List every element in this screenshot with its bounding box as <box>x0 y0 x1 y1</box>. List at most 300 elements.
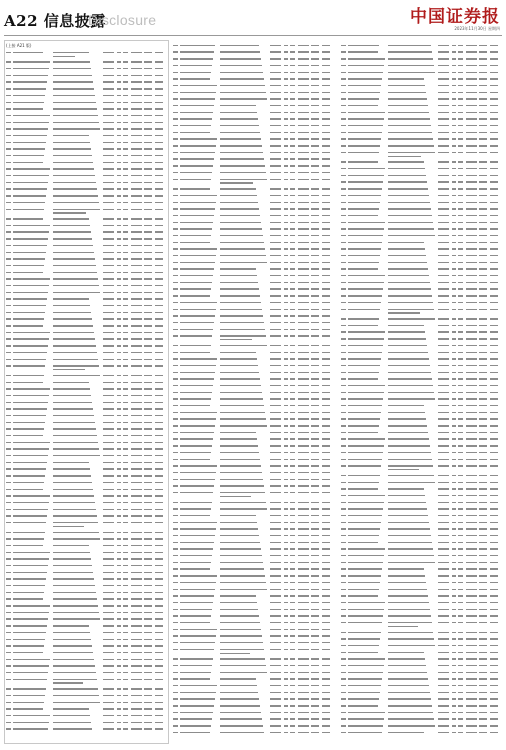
table-cell <box>144 174 155 177</box>
table-cell <box>180 391 220 394</box>
table-cell <box>220 698 270 701</box>
table-cell <box>123 264 131 267</box>
table-row <box>6 494 167 501</box>
table-row <box>6 304 167 311</box>
table-cell <box>123 468 131 471</box>
table-cell <box>341 711 348 714</box>
table-row <box>341 731 503 738</box>
table-cell <box>388 494 438 497</box>
table-cell <box>490 111 500 114</box>
table-row <box>341 568 503 575</box>
table-cell <box>173 411 180 414</box>
table-cell <box>173 404 180 407</box>
table-cell <box>53 521 103 527</box>
table-cell <box>311 568 322 571</box>
table-cell <box>466 678 479 681</box>
table-cell <box>438 678 452 681</box>
table-cell <box>6 537 13 540</box>
table-cell <box>490 144 500 147</box>
table-cell <box>270 431 284 434</box>
table-cell <box>290 418 298 421</box>
table-cell <box>123 584 131 587</box>
table-cell <box>180 98 220 101</box>
table-cell <box>155 387 165 390</box>
table-cell <box>298 444 311 447</box>
table-cell <box>348 294 388 297</box>
page-header <box>0 0 506 40</box>
table-cell <box>458 451 466 454</box>
table-cell <box>13 284 53 287</box>
table-cell <box>298 131 311 134</box>
table-cell <box>123 174 131 177</box>
table-cell <box>144 67 155 70</box>
table-cell <box>479 378 490 381</box>
table-cell <box>155 208 165 211</box>
table-cell <box>173 601 180 604</box>
table-cell <box>53 364 103 370</box>
table-cell <box>298 248 311 251</box>
table-cell <box>322 444 332 447</box>
table-cell <box>466 404 479 407</box>
table-cell <box>6 251 13 254</box>
table-cell <box>173 491 180 494</box>
table-row <box>6 604 167 611</box>
table-cell <box>341 581 348 584</box>
table-cell <box>311 658 322 661</box>
table-cell <box>6 278 13 281</box>
table-cell <box>144 217 155 220</box>
table-cell <box>458 194 466 197</box>
table-cell <box>290 568 298 571</box>
table-cell <box>311 731 322 734</box>
table-column-2 <box>173 44 337 738</box>
table-cell <box>155 374 165 377</box>
table-cell <box>341 194 348 197</box>
table-cell <box>270 711 284 714</box>
table-cell <box>458 474 466 477</box>
table-cell <box>6 271 13 274</box>
table-cell <box>123 141 131 144</box>
table-cell <box>479 294 490 297</box>
table-cell <box>173 384 180 387</box>
table-cell <box>322 391 332 394</box>
table-cell <box>298 201 311 204</box>
table-row <box>341 398 503 405</box>
table-row <box>6 194 167 201</box>
table-cell <box>270 404 284 407</box>
table-cell <box>6 257 13 260</box>
table-cell <box>155 278 165 281</box>
table-cell <box>322 194 332 197</box>
table-cell <box>458 561 466 564</box>
table-cell <box>298 628 311 631</box>
table-cell <box>348 281 388 284</box>
table-row <box>173 684 337 691</box>
table-cell <box>322 641 332 644</box>
table-cell <box>144 441 155 444</box>
table-cell <box>155 244 165 247</box>
table-cell <box>490 581 500 584</box>
table-cell <box>466 84 479 87</box>
table-cell <box>290 458 298 461</box>
table-cell <box>348 438 388 441</box>
table-cell <box>388 451 438 454</box>
table-cell <box>103 387 117 390</box>
table-cell <box>479 444 490 447</box>
table-cell <box>438 77 452 80</box>
table-cell <box>388 644 438 647</box>
table-cell <box>220 704 270 707</box>
table-cell <box>348 234 388 237</box>
table-cell <box>13 324 53 327</box>
table-cell <box>466 131 479 134</box>
table-row <box>341 248 503 255</box>
table-cell <box>144 87 155 90</box>
table-cell <box>144 694 155 697</box>
table-cell <box>180 411 220 414</box>
table-cell <box>155 501 165 504</box>
table-cell <box>131 671 144 674</box>
table-cell <box>103 714 117 717</box>
table-cell <box>123 598 131 601</box>
table-cell <box>220 534 270 537</box>
table-cell <box>53 701 103 704</box>
table-cell <box>144 134 155 137</box>
table-cell <box>298 261 311 264</box>
table-row <box>173 371 337 378</box>
table-cell <box>490 281 500 284</box>
table-cell <box>13 217 53 220</box>
table-cell <box>348 118 388 121</box>
table-cell <box>479 201 490 204</box>
table-cell <box>103 521 117 524</box>
table-cell <box>155 298 165 301</box>
table-cell <box>53 665 103 668</box>
table-cell <box>220 364 270 367</box>
table-cell <box>388 588 438 591</box>
table-cell <box>180 274 220 277</box>
table-cell <box>479 248 490 251</box>
table-cell <box>270 648 284 651</box>
table-cell <box>466 474 479 477</box>
table-row <box>341 131 503 138</box>
table-cell <box>341 187 348 190</box>
table-cell <box>131 304 144 307</box>
table-cell <box>220 51 270 54</box>
table-row <box>341 684 503 691</box>
table-cell <box>348 324 388 327</box>
table-row <box>341 274 503 281</box>
table-cell <box>123 558 131 561</box>
table-cell <box>348 274 388 277</box>
table-cell <box>341 704 348 707</box>
table-cell <box>53 687 103 690</box>
table-cell <box>311 548 322 551</box>
table-cell <box>155 624 165 627</box>
table-cell <box>466 364 479 367</box>
table-cell <box>180 608 220 611</box>
table-cell <box>180 308 220 311</box>
table-cell <box>438 51 452 54</box>
table-cell <box>103 311 117 314</box>
table-cell <box>388 274 438 277</box>
table-cell <box>13 394 53 397</box>
table-cell <box>322 521 332 524</box>
table-cell <box>270 501 284 504</box>
table-cell <box>103 101 117 104</box>
table-cell <box>438 221 452 224</box>
table-cell <box>458 671 466 674</box>
table-cell <box>123 624 131 627</box>
table-cell <box>479 424 490 427</box>
table-row <box>173 451 337 458</box>
newspaper-masthead: 中国证券报 <box>410 7 500 27</box>
table-cell <box>270 554 284 557</box>
table-cell <box>220 507 270 510</box>
table-row <box>6 665 167 672</box>
table-cell <box>155 237 165 240</box>
table-cell <box>348 111 388 114</box>
table-cell <box>155 181 165 184</box>
table-cell <box>466 104 479 107</box>
table-cell <box>13 434 53 437</box>
table-cell <box>290 51 298 54</box>
table-cell <box>298 641 311 644</box>
table-cell <box>388 678 438 681</box>
table-cell <box>173 321 180 324</box>
table-cell <box>466 308 479 311</box>
table-cell <box>270 164 284 167</box>
table-cell <box>131 558 144 561</box>
table-cell <box>131 101 144 104</box>
table-cell <box>311 274 322 277</box>
table-cell <box>270 614 284 617</box>
table-row <box>341 631 503 638</box>
table-cell <box>173 698 180 701</box>
table-cell <box>123 351 131 354</box>
table-cell <box>479 64 490 67</box>
table-row <box>341 351 503 358</box>
table-cell <box>479 404 490 407</box>
table-cell <box>13 701 53 704</box>
table-cell <box>348 637 388 640</box>
table-cell <box>53 468 103 471</box>
table-cell <box>144 401 155 404</box>
table-row <box>173 207 337 214</box>
table-cell <box>438 561 452 564</box>
table-cell <box>180 144 220 147</box>
table-cell <box>490 404 500 407</box>
table-cell <box>290 201 298 204</box>
table-cell <box>270 485 284 488</box>
table-cell <box>438 404 452 407</box>
table-cell <box>311 398 322 401</box>
table-cell <box>123 441 131 444</box>
table-cell <box>479 111 490 114</box>
table-cell <box>341 167 348 170</box>
table-cell <box>173 207 180 210</box>
table-cell <box>13 714 53 717</box>
table-cell <box>311 501 322 504</box>
table-row <box>173 268 337 275</box>
table-cell <box>270 234 284 237</box>
table-cell <box>490 521 500 524</box>
table-cell <box>270 371 284 374</box>
table-cell <box>479 494 490 497</box>
table-cell <box>13 101 53 104</box>
table-cell <box>131 51 144 54</box>
table-cell <box>103 564 117 567</box>
table-row <box>173 398 337 405</box>
table-cell <box>6 571 13 574</box>
table-cell <box>103 604 117 607</box>
table-cell <box>490 331 500 334</box>
table-cell <box>6 318 13 321</box>
table-cell <box>53 127 103 130</box>
table-cell <box>290 684 298 687</box>
table-cell <box>173 464 180 467</box>
table-cell <box>298 658 311 661</box>
table-cell <box>180 178 220 181</box>
table-cell <box>479 241 490 244</box>
table-cell <box>490 151 500 154</box>
table-cell <box>479 337 490 340</box>
table-cell <box>155 394 165 397</box>
table-cell <box>458 581 466 584</box>
table-cell <box>341 227 348 230</box>
table-row <box>341 581 503 588</box>
table-cell <box>155 101 165 104</box>
table-cell <box>180 671 220 674</box>
table-cell <box>103 168 117 171</box>
table-cell <box>180 268 220 271</box>
table-cell <box>341 724 348 727</box>
table-cell <box>466 574 479 577</box>
table-row <box>6 201 167 208</box>
table-cell <box>220 458 270 461</box>
table-cell <box>131 401 144 404</box>
table-row <box>341 221 503 228</box>
table-cell <box>388 568 438 571</box>
table-row <box>6 278 167 285</box>
table-cell <box>322 648 332 651</box>
table-cell <box>103 134 117 137</box>
table-cell <box>131 394 144 397</box>
table-cell <box>388 581 438 584</box>
table-cell <box>155 618 165 621</box>
table-cell <box>103 284 117 287</box>
table-cell <box>348 418 388 421</box>
table-cell <box>479 631 490 634</box>
table-cell <box>13 665 53 668</box>
table-cell <box>270 77 284 80</box>
table-cell <box>131 87 144 90</box>
table-cell <box>490 431 500 434</box>
table-row <box>341 637 503 644</box>
table-cell <box>220 241 270 244</box>
table-cell <box>348 501 388 504</box>
table-cell <box>180 51 220 54</box>
table-cell <box>438 98 452 101</box>
table-cell <box>490 344 500 347</box>
table-cell <box>490 77 500 80</box>
table-cell <box>490 424 500 427</box>
table-cell <box>53 401 103 404</box>
table-cell <box>270 144 284 147</box>
table-cell <box>180 424 220 427</box>
table-cell <box>466 581 479 584</box>
table-cell <box>103 141 117 144</box>
table-cell <box>479 507 490 510</box>
table-cell <box>438 378 452 381</box>
table-cell <box>53 141 103 144</box>
table-cell <box>131 154 144 157</box>
table-cell <box>298 84 311 87</box>
table-cell <box>180 594 220 597</box>
table-row <box>6 708 167 715</box>
table-cell <box>173 77 180 80</box>
table-cell <box>180 111 220 114</box>
table-row <box>173 344 337 351</box>
table-cell <box>388 637 438 640</box>
table-cell <box>290 57 298 60</box>
table-cell <box>311 541 322 544</box>
table-cell <box>479 371 490 374</box>
table-cell <box>322 98 332 101</box>
table-cell <box>103 74 117 77</box>
table-row <box>6 121 167 128</box>
table-cell <box>103 591 117 594</box>
table-cell <box>180 641 220 644</box>
table-cell <box>144 584 155 587</box>
table-cell <box>173 364 180 367</box>
table-cell <box>458 187 466 190</box>
table-row <box>6 364 167 374</box>
table-cell <box>466 274 479 277</box>
table-cell <box>458 351 466 354</box>
table-cell <box>53 644 103 647</box>
table-cell <box>348 131 388 134</box>
table-cell <box>466 317 479 320</box>
table-cell <box>466 464 479 467</box>
table-cell <box>270 138 284 141</box>
table-cell <box>466 371 479 374</box>
table-cell <box>290 248 298 251</box>
table-cell <box>466 554 479 557</box>
table-cell <box>479 214 490 217</box>
table-cell <box>220 357 270 360</box>
table-cell <box>458 378 466 381</box>
table-cell <box>466 64 479 67</box>
table-cell <box>388 261 438 264</box>
table-cell <box>6 387 13 390</box>
table-cell <box>490 684 500 687</box>
table-cell <box>270 658 284 661</box>
table-cell <box>270 561 284 564</box>
table-cell <box>103 501 117 504</box>
table-cell <box>13 81 53 84</box>
table-cell <box>479 71 490 74</box>
table-row <box>6 687 167 694</box>
table-cell <box>348 138 388 141</box>
table-cell <box>173 158 180 161</box>
table-cell <box>173 641 180 644</box>
table-cell <box>290 77 298 80</box>
table-cell <box>131 257 144 260</box>
table-cell <box>322 207 332 210</box>
table-cell <box>123 154 131 157</box>
table-cell <box>173 621 180 624</box>
